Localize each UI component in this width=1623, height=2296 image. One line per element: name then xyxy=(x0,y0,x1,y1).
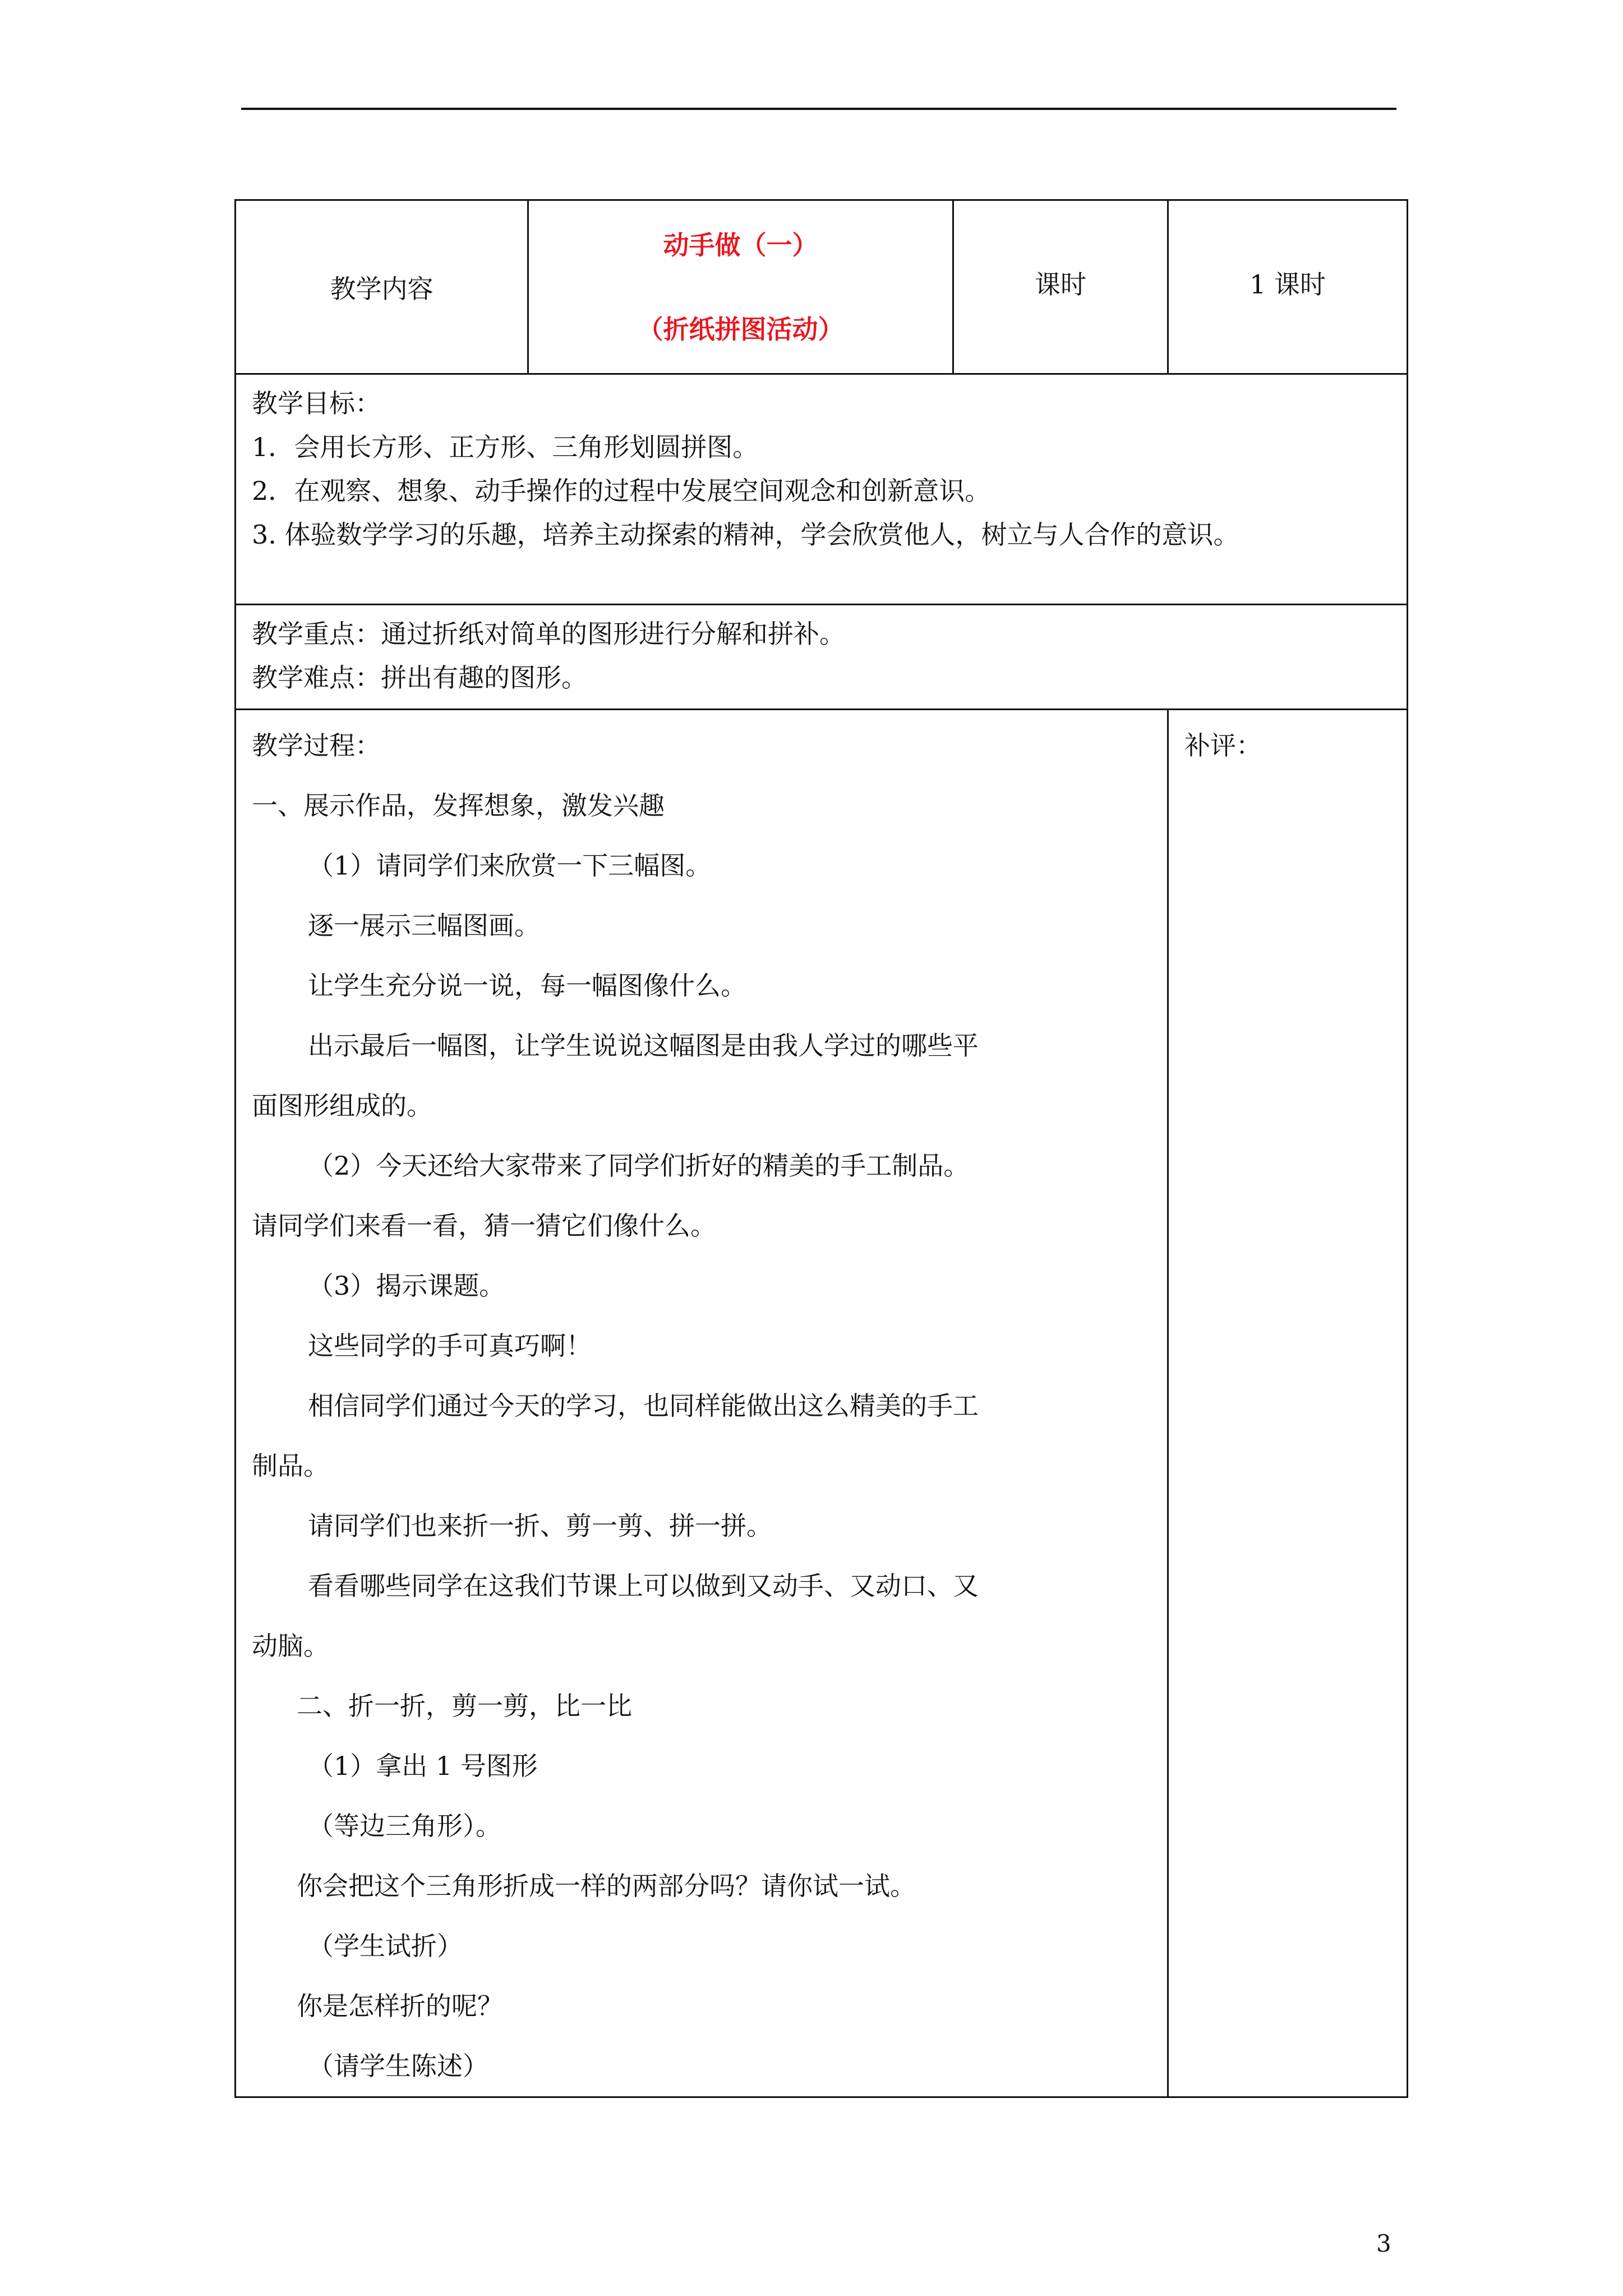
process-line: 你会把这个三角形折成一样的两部分吗？请你试一试。 xyxy=(297,1871,916,1901)
process-line: （学生试折） xyxy=(308,1931,463,1961)
objective-item: 2．在观察、想象、动手操作的过程中发展空间观念和创新意识。 xyxy=(252,476,991,506)
lesson-title-line1: 动手做（一） xyxy=(663,229,818,260)
hours-label: 课时 xyxy=(1035,269,1086,300)
process-row xyxy=(236,710,1408,2097)
key-point: 教学重点：通过折纸对简单的图形进行分解和拼补。 xyxy=(252,619,845,649)
lesson-plan-table xyxy=(234,199,1408,2098)
content-label-cell xyxy=(236,200,528,374)
header-row xyxy=(236,200,1408,374)
process-line: 相信同学们通过今天的学习，也同样能做出这么精美的手工 xyxy=(308,1391,979,1421)
process-cell xyxy=(236,710,1168,2097)
process-line: 一、展示作品，发挥想象，激发兴趣 xyxy=(252,790,665,821)
process-line: 逐一展示三幅图画。 xyxy=(308,910,540,941)
process-heading: 教学过程： xyxy=(252,730,381,761)
objectives-row xyxy=(236,374,1408,605)
notes-cell xyxy=(1168,710,1408,2097)
objectives-heading: 教学目标： xyxy=(252,388,381,418)
process-line: 出示最后一幅图，让学生说说这幅图是由我人学过的哪些平 xyxy=(308,1030,979,1061)
lesson-title-line2: （折纸拼图活动） xyxy=(637,314,844,344)
process-line: 二、折一折，剪一剪，比一比 xyxy=(297,1691,632,1721)
process-line: 制品。 xyxy=(252,1451,329,1481)
process-line: 看看哪些同学在这我们节课上可以做到又动手、又动口、又 xyxy=(308,1571,979,1601)
process-line: 让学生充分说一说，每一幅图像什么。 xyxy=(308,970,746,1001)
content-label: 教学内容 xyxy=(330,273,434,304)
hours-value-cell xyxy=(1168,200,1408,374)
process-line: （请学生陈述） xyxy=(308,2051,488,2081)
process-line: 动脑。 xyxy=(252,1631,329,1661)
process-line: （3）揭示课题。 xyxy=(308,1271,505,1301)
page-number: 3 xyxy=(1376,2230,1391,2257)
process-line: （2）今天还给大家带来了同学们折好的精美的手工制品。 xyxy=(308,1151,970,1181)
focus-cell xyxy=(236,605,1408,710)
process-line: （1）拿出 1 号图形 xyxy=(308,1751,538,1781)
process-line: 面图形组成的。 xyxy=(252,1091,432,1121)
focus-row xyxy=(236,605,1408,710)
objectives-cell xyxy=(236,374,1408,605)
process-line: （1）请同学们来欣赏一下三幅图。 xyxy=(308,850,712,881)
hours-label-cell xyxy=(953,200,1168,374)
lesson-title-cell xyxy=(528,200,953,374)
notes-heading: 补评： xyxy=(1184,730,1262,761)
difficulty: 教学难点：拼出有趣的图形。 xyxy=(252,662,587,693)
process-line: 请同学们也来折一折、剪一剪、拼一拼。 xyxy=(308,1511,772,1541)
process-line: 这些同学的手可真巧啊！ xyxy=(308,1331,592,1361)
header-rule xyxy=(241,108,1396,110)
process-line: 你是怎样折的呢？ xyxy=(297,1991,503,2021)
objective-item: 1．会用长方形、正方形、三角形划圆拼图。 xyxy=(252,432,759,462)
process-line: 请同学们来看一看，猜一猜它们像什么。 xyxy=(252,1211,716,1241)
objective-item: 3. 体验数学学习的乐趣，培养主动探索的精神，学会欣赏他人，树立与人合作的意识。 xyxy=(252,519,1239,550)
hours-value: 1 课时 xyxy=(1249,269,1326,300)
process-line: （等边三角形）。 xyxy=(308,1811,501,1841)
